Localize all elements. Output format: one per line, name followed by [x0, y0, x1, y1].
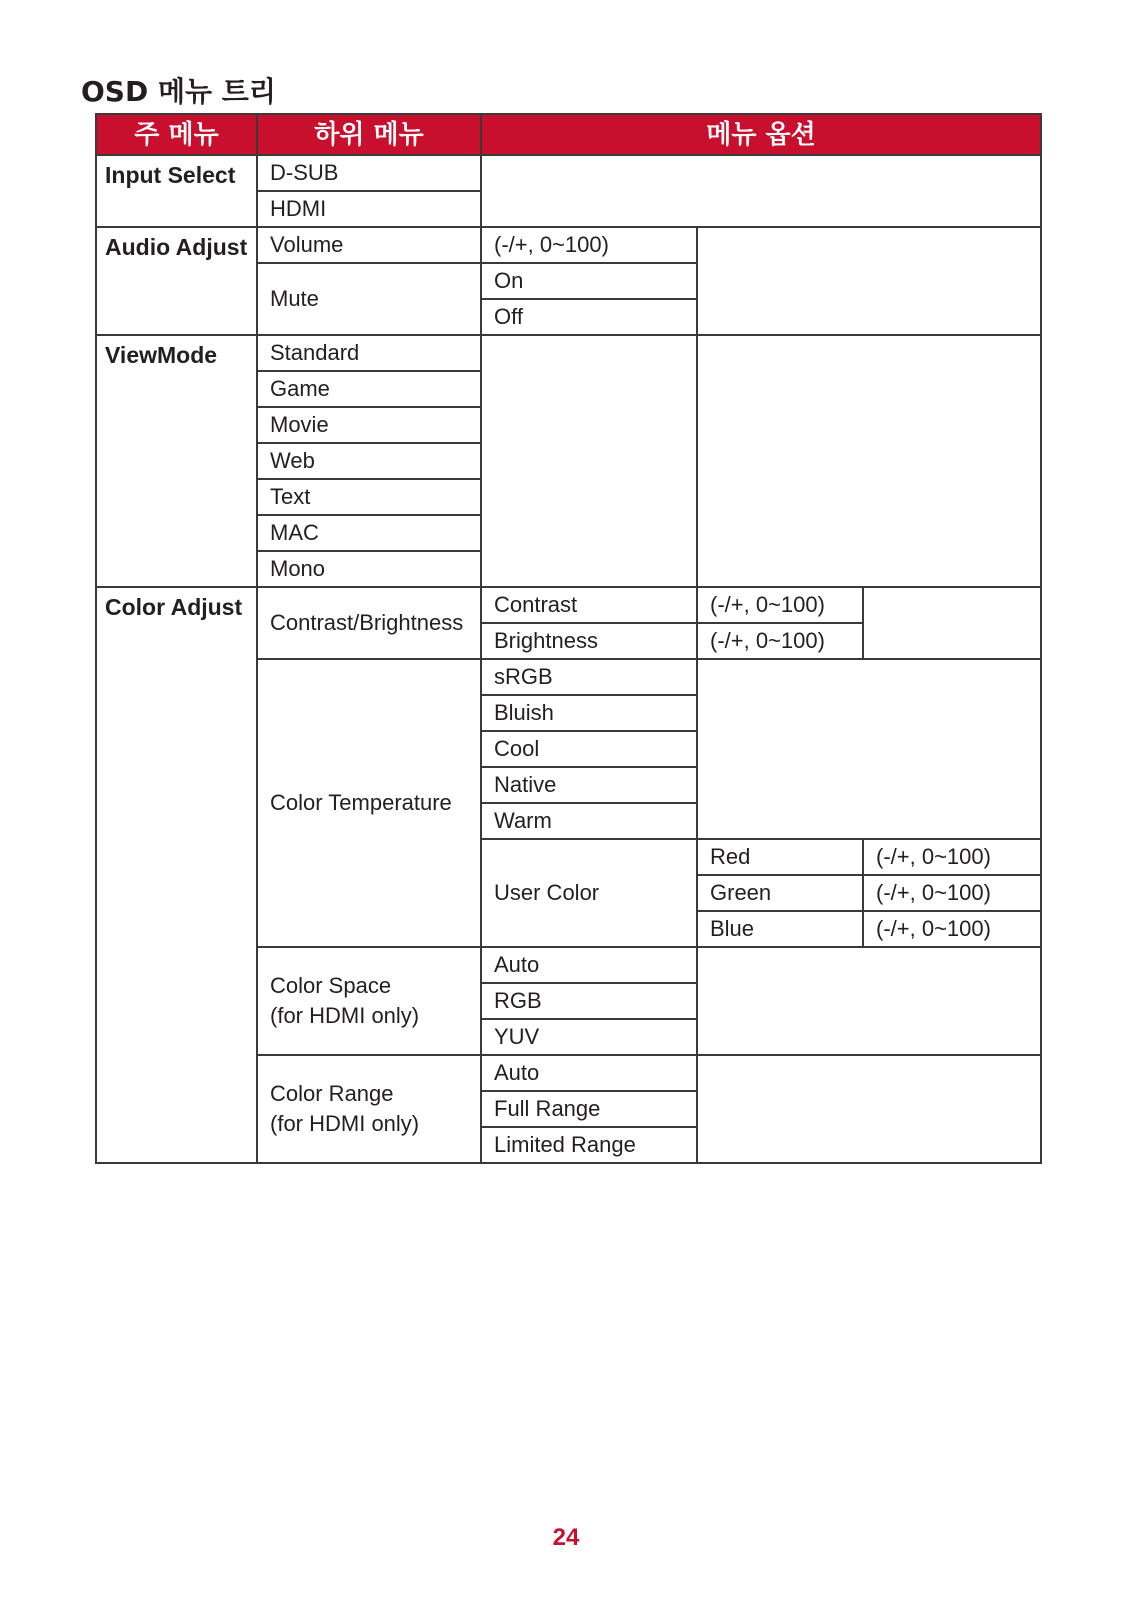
empty-cell — [863, 587, 1041, 659]
option-item: Brightness — [481, 623, 697, 659]
option-item: Off — [481, 299, 697, 335]
empty-cell — [697, 335, 1041, 587]
option-value: (-/+, 0~100) — [863, 875, 1041, 911]
option-item: RGB — [481, 983, 697, 1019]
main-menu-color-adjust: Color Adjust — [96, 587, 257, 1163]
empty-cell — [481, 155, 1041, 227]
option-value: (-/+, 0~100) — [697, 587, 863, 623]
page-number: 24 — [552, 1524, 580, 1551]
option-item: Full Range — [481, 1091, 697, 1127]
sub-menu-label: Color Range — [270, 1081, 394, 1106]
sub-menu-label: Color Space — [270, 973, 392, 998]
option-item: Blue — [697, 911, 863, 947]
table-row — [96, 587, 1041, 623]
header-main-menu: 주 메뉴 — [96, 114, 257, 155]
empty-cell — [697, 659, 1041, 839]
sub-menu-item: Game — [257, 371, 481, 407]
sub-menu-item: Mute — [257, 263, 481, 335]
sub-menu-item: Web — [257, 443, 481, 479]
option-item: Limited Range — [481, 1127, 697, 1163]
sub-menu-note: (for HDMI only) — [270, 1111, 420, 1136]
empty-cell — [697, 947, 1041, 1055]
option-item: Auto — [481, 1055, 697, 1091]
option-item: Warm — [481, 803, 697, 839]
main-menu-viewmode: ViewMode — [96, 335, 257, 587]
option-item: Auto — [481, 947, 697, 983]
option-value: (-/+, 0~100) — [481, 227, 697, 263]
option-value: (-/+, 0~100) — [863, 911, 1041, 947]
sub-menu-item: Movie — [257, 407, 481, 443]
sub-menu-item: HDMI — [257, 191, 481, 227]
sub-menu-item: Mono — [257, 551, 481, 587]
option-item: Native — [481, 767, 697, 803]
sub-menu-item-color-space — [257, 947, 481, 1055]
sub-menu-item: Standard — [257, 335, 481, 371]
table-row — [96, 227, 1041, 263]
sub-menu-item: D-SUB — [257, 155, 481, 191]
page-title: OSD 메뉴 트리 — [81, 75, 276, 108]
option-item: Contrast — [481, 587, 697, 623]
option-item: Cool — [481, 731, 697, 767]
empty-cell — [697, 1055, 1041, 1163]
sub-menu-item: Volume — [257, 227, 481, 263]
option-item: YUV — [481, 1019, 697, 1055]
option-item: Green — [697, 875, 863, 911]
main-menu-input-select: Input Select — [96, 155, 257, 227]
option-item: Bluish — [481, 695, 697, 731]
sub-menu-item: Text — [257, 479, 481, 515]
header-sub-menu: 하위 메뉴 — [257, 114, 481, 155]
table-row — [96, 335, 1041, 371]
main-menu-audio-adjust: Audio Adjust — [96, 227, 257, 335]
option-item: Red — [697, 839, 863, 875]
sub-menu-item: Color Temperature — [257, 659, 481, 947]
option-value: (-/+, 0~100) — [697, 623, 863, 659]
table-row — [96, 155, 1041, 191]
option-item: sRGB — [481, 659, 697, 695]
sub-menu-item: Contrast/Brightness — [257, 587, 481, 659]
sub-menu-item: MAC — [257, 515, 481, 551]
empty-cell — [697, 227, 1041, 335]
table-header-row — [96, 114, 1041, 155]
header-menu-options: 메뉴 옵션 — [481, 114, 1041, 155]
option-item: On — [481, 263, 697, 299]
sub-menu-item-color-range — [257, 1055, 481, 1163]
option-value: (-/+, 0~100) — [863, 839, 1041, 875]
sub-menu-note: (for HDMI only) — [270, 1003, 420, 1028]
option-item: User Color — [481, 839, 697, 947]
empty-cell — [481, 335, 697, 587]
osd-menu-tree-table — [95, 113, 1042, 1164]
